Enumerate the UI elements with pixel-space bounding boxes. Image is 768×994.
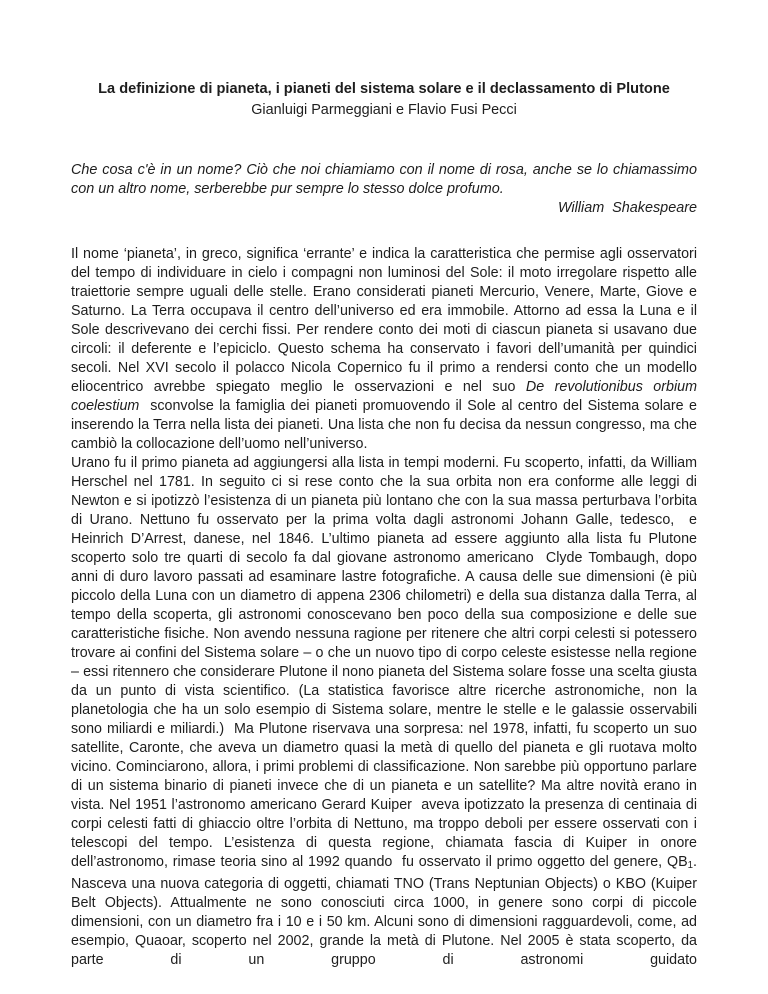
paragraph-history-of-planet-definition — [71, 245, 705, 454]
text-segment: Urano fu il primo pianeta ad aggiungersi alla lista in tempi moderni. Fu scoperto, infatti, da William Herschel nel 1781. In seguito ci si rese conto che la sua orbita non era conforme alle leggi di Newton e si ipotizzò l’esistenza di un pianeta più lontano che con la sua massa perturbava l’orbita di Urano. Nettuno fu osservato per la prima volta dagli astronomi Johann Galle, tedesco, e Heinrich D’Arrest, danese, nel 1846. L’ultimo pianeta ad essere aggiunto alla lista fu Plutone scoperto solo tre quarti di secolo fa dal giovane astronomo americano Clyde Tombaugh, dopo anni di duro lavoro passati ad esaminare lastre fotografiche. A causa delle sue dimensioni (è più piccolo della Luna con un diametro di appena 2306 chilometri) e della sua distanza dalla Terra, al tempo della scoperta, gli astronomi conoscevano ben poco della sua composizione e delle sue caratteristiche fisiche. Non avendo nessuna ragione per ritenere che altri corpi celesti si potessero trovare ai confini del Sistema solare – o che un nuovo tipo di corpo celeste esistesse nella regione – essi ritennero che considerare Plutone il nono pianeta del Sistema solare fosse una scelta giusta da un punto di vista scientifico. (La statistica favorisce altre ricerche astronomiche, non la planetologia che ha un solo esempio di Sistema solare, mentre le stelle e le galassie osservabili sono miliardi e miliardi.) Ma Plutone riservava una sorpresa: nel 1978, infatti, fu scoperto un suo satellite, Caronte, che aveva un diametro quasi la metà di quello del pianeta e gli ruotava molto vicino. Cominciarono, allora, i primi problemi di classificazione. Non sarebbe più opportuno parlare di un sistema binario di pianeti invece che di un pianeta e un satellite? Ma altre novità erano in vista. Nel 1951 l’astronomo americano Gerard Kuiper aveva ipotizzato la presenza di centinaia di corpi celesti fatti di ghiaccio oltre l’orbita di Nettuno, ma troppo deboli per essere osservati con i telescopi del tempo. L’esistenza di questa regione, chiamata fascia di Kuiper in onore dell’astronomo, rimase teoria sino al 1992 quando fu osservato il primo oggetto del genere, QB — [71, 455, 705, 870]
paragraph-uranus-to-kuiper-belt — [71, 454, 705, 970]
text-segment: 1 — [687, 860, 694, 872]
authors-line: Gianluigi Parmeggiani e Flavio Fusi Pecci — [251, 102, 517, 118]
text-segment: De revolutionibus orbium coelestium — [71, 379, 701, 414]
document-body — [71, 245, 705, 970]
text-segment: . Nasceva una nuova categoria di oggetti, chiamati TNO (Trans Neptunian Objects) o KBO (Kuiper Belt Objects). Attualmente ne sono conosciuti circa 1000, in genere sono corpi di piccole dimensioni, con un diametro fra i 10 e i 50 km. Alcuni sono di dimensioni ragguardevoli, come, ad esempio, Quaoar, scoperto nel 2002, grande la metà di Plutone. Nel 2005 è stata scoperto, da parte di un gruppo di astronomi guidato — [71, 854, 701, 969]
page-title: La definizione di pianeta, i pianeti del sistema solare e il declassamento di Plutone — [98, 81, 670, 97]
quote-attribution: William Shakespeare — [557, 200, 697, 216]
epigraph-quote: Che cosa c'è in un nome? Ciò che noi chiamiamo con il nome di rosa, anche se lo chiamassimo con un altro nome, serberebbe pur sempre lo stesso dolce profumo. — [71, 162, 697, 197]
text-segment: sconvolse la famiglia dei pianeti promuovendo il Sole al centro del Sistema solare e inserendo la Terra nella lista dei pianeti. Una lista che non fu decisa da nessun congresso, ma che cambiò la collocazione dell’uomo nell’universo. — [71, 398, 701, 452]
text-segment: Il nome ‘pianeta’, in greco, significa ‘errante’ e indica la caratteristica che permise agli osservatori del tempo di individuare in cielo i compagni non luminosi del Sole: il moto irregolare rispetto alle traiettorie sempre uguali delle stelle. Erano considerati pianeti Mercurio, Venere, Marte, Giove e Saturno. La Terra occupava il centro dell’universo ed era immobile. Attorno ad essa la Luna e il Sole descrivevano dei cerchi fissi. Per rendere conto dei moti di ciascun pianeta si usavano due circoli: il deferente e l’epiciclo. Questo schema ha conservato i favori dell’umanità per quindici secoli. Nel XVI secolo il polacco Nicola Copernico fu il primo a rendersi conto che un modello eliocentrico avrebbe spiegato meglio le osservazioni e nel suo — [71, 246, 705, 395]
